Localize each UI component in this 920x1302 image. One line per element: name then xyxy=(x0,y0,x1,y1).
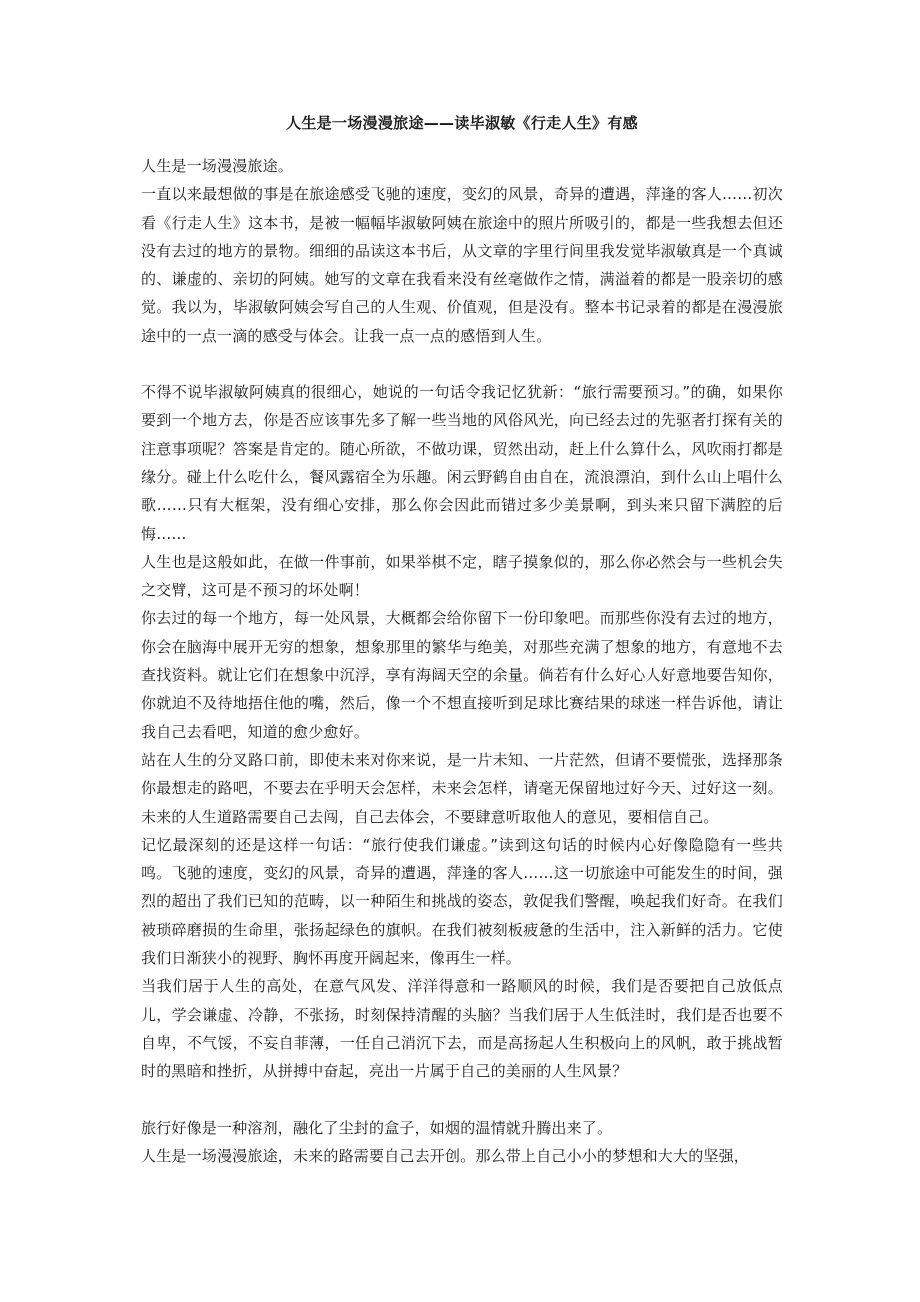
document-title: 人生是一场漫漫旅途——读毕淑敏《行走人生》有感 xyxy=(286,114,638,132)
paragraph-gap xyxy=(141,1086,783,1114)
paragraph: 站在人生的分叉路口前，即使未来对你来说，是一片未知、一片茫然，但请不要慌张，选择那条你最想走的路吧，不要去在乎明天会怎样，未来会怎样，请毫无保留地过好今天、过好这一刻。未来的人生道路需要自己去闯，自己去体会，不要肆意听取他人的意见，要相信自己。 xyxy=(141,750,783,826)
paragraph: 不得不说毕淑敏阿姨真的很细心，她说的一句话令我记忆犹新：“旅行需要预习。”的确，如果你要到一个地方去，你是否应该事先多了解一些当地的风俗风光，向已经去过的先驱者打探有关的注意事项呢？答案是肯定的。随心所欲，不做功课，贸然出动，赶上什么算什么，风吹雨打都是缘分。碰上什么吃什么，餐风露宿全为乐趣。闲云野鹤自由自在，流浪漂泊，到什么山上唱什么歌……只有大框架，没有细心安排，那么你会因此而错过多少美景啊，到头来只留下满腔的后悔…… xyxy=(141,383,783,543)
paragraph: 一直以来最想做的事是在旅途感受飞驰的速度，变幻的风景，奇异的遭遇，萍逢的客人……初次看《行走人生》这本书，是被一幅幅毕淑敏阿姨在旅途中的照片所吸引的，都是一些我想去但还没有去过的地方的景物。细细的品读这本书后，从文章的字里行间里我发觉毕淑敏真是一个真诚的、谦虚的、亲切的阿姨。她写的文章在我看来没有丝毫做作之情，满溢着的都是一股亲切的感觉。我以为，毕淑敏阿姨会写自己的人生观、价值观，但是没有。整本书记录着的都是在漫漫旅途中的一点一滴的感受与体会。让我一点一点的感悟到人生。 xyxy=(141,185,783,345)
paragraph: 你去过的每一个地方，每一处风景，大概都会给你留下一份印象吧。而那些你没有去过的地方，你会在脑海中展开无穷的想象，想象那里的繁华与绝美，对那些充满了想象的地方，有意地不去查找资料。就让它们在想象中沉浮，享有海阔天空的余量。倘若有什么好心人好意地要告知你，你就迫不及待地捂住他的嘴，然后，像一个不想直接听到足球比赛结果的球迷一样告诉他，请让我自己去看吧，知道的愈少愈好。 xyxy=(141,609,783,741)
paragraph: 旅行好像是一种溶剂，融化了尘封的盒子，如烟的温情就升腾出来了。 xyxy=(141,1118,613,1137)
paragraph: 当我们居于人生的高处，在意气风发、洋洋得意和一路顺风的时候，我们是否要把自己放低点儿，学会谦虚、冷静，不张扬，时刻保持清醒的头脑？当我们居于人生低洼时，我们是否也要不自卑，不气馁，不妄自菲薄，一任自己消沉下去，而是高扬起人生积极向上的风帆，敢于挑战暂时的黑暗和挫折，从拼搏中奋起，亮出一片属于自己的美丽的人生风景？ xyxy=(141,977,783,1081)
paragraph: 记忆最深刻的还是这样一句话：“旅行使我们谦虚。”读到这句话的时候内心好像隐隐有一些共鸣。飞驰的速度，变幻的风景，奇异的遭遇，萍逢的客人……这一切旅途中可能发生的时间，强烈的超出了我们已知的范畴，以一种陌生和挑战的姿态，敦促我们警醒，唤起我们好奇。在我们被琐碎磨损的生命里，张扬起绿色的旗帜。在我们被刻板疲惫的生活中，注入新鲜的活力。它使我们日渐狭小的视野、胸怀再度开阔起来，像再生一样。 xyxy=(141,835,783,968)
paragraph: 人生也是这般如此，在做一件事前，如果举棋不定，瞎子摸象似的，那么你必然会与一些机会失之交臂，这可是不预习的坏处啊！ xyxy=(141,552,783,600)
paragraph: 人生是一场漫漫旅途，未来的路需要自己去开创。那么带上自己小小的梦想和大大的坚强， xyxy=(141,1146,750,1165)
document-page xyxy=(141,112,783,1170)
paragraph: 人生是一场漫漫旅途。 xyxy=(141,157,294,175)
paragraph-gap xyxy=(141,350,783,378)
